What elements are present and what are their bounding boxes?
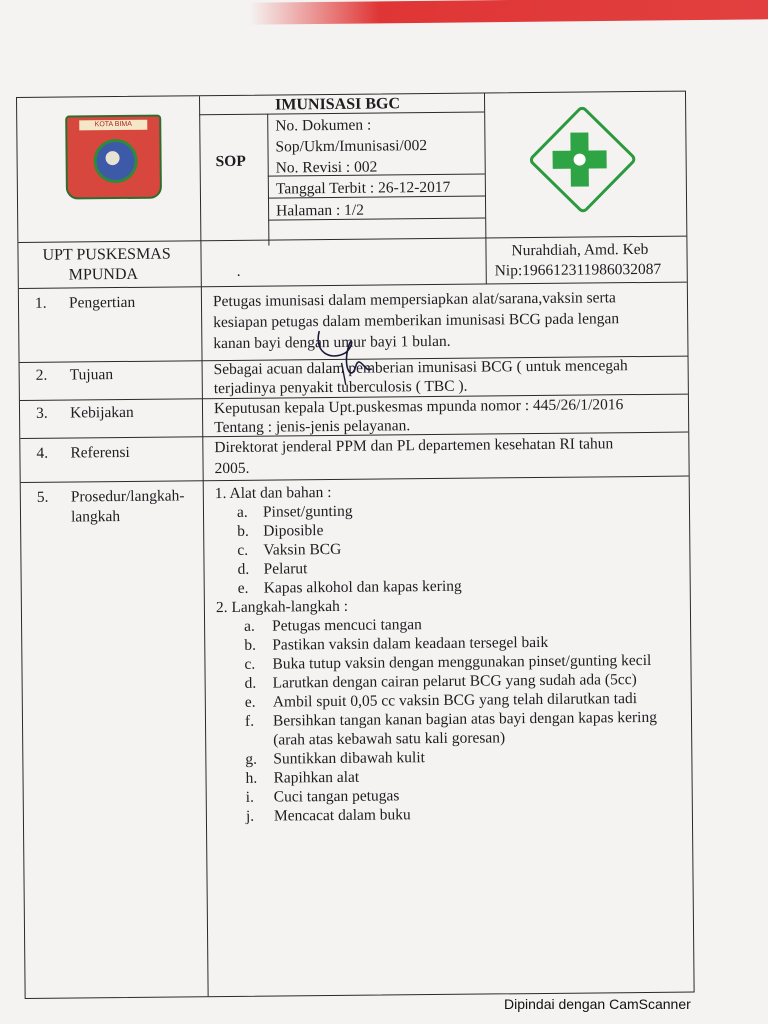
list-item-text: Buka tutup vaksin dengan menggunakan pinset/gunting kecil [272,651,652,673]
list-item-letter: e. [244,693,256,711]
list-item-letter: c. [244,655,256,673]
list-item-letter: f. [244,712,255,730]
camscanner-watermark: Dipindai dengan CamScanner [504,996,691,1012]
emblem-core [106,151,120,165]
sop-document [16,91,695,999]
list-item-letter: b. [244,636,256,654]
sop-label: SOP [215,152,246,171]
section-3-line: Tentang : jenis-jenis pelayanan. [214,417,411,437]
list-item [218,803,688,827]
list-item-text: Petugas mencuci tangan [272,616,422,635]
section-3-line: Keputusan kepala Upt.puskesmas mpunda nomor : 445/26/1/2016 [213,396,624,418]
list-item-letter: b. [237,522,249,540]
list-item-letter: a. [244,617,255,635]
section-5-number: 5. [36,488,49,506]
list-item-text: Ambil spuit 0,05 cc vaksin BCG yang telah dilarutkan tadi [272,690,638,711]
list-item-letter: h. [245,769,258,787]
list-item-text: Mencacat dalam buku [273,806,411,825]
divider [199,96,202,286]
list-item-letter: i. [245,788,255,806]
list-item-letter: d. [244,674,257,692]
section-1-line: Petugas imunisasi dalam mempersiapkan alat/sarana,vaksin serta [212,289,616,311]
halaman: Halaman : 1/2 [276,201,364,220]
section-2-number: 2. [35,366,48,384]
section-1-line: kesiapan petugas dalam memberikan imunisasi BCG pada lengan [213,310,620,332]
org-name-line1: UPT PUSKESMAS [42,245,171,264]
red-edge-stripe [250,0,768,25]
section-1-label: Pengertian [68,293,136,312]
section-5-label: Prosedur/langkah- [70,487,185,506]
list-item-text: Cuci tangan petugas [273,787,400,806]
section-4-line: 2005. [214,459,250,478]
document-title: IMUNISASI BGC [275,95,401,114]
section-2-line: terjadinya penyakit tuberculosis ( TBC ). [213,377,468,398]
section-4-line: Direktorat jenderal PPM dan PL departemen kesehatan RI tahun [214,435,614,457]
list-item-text: Diposible [263,522,324,540]
list-item-text: Kapas alkohol dan kapas kering [263,577,462,597]
signer-name: Nurahdiah, Amd. Keb [511,240,649,260]
list-item-text: Vaksin BCG [263,540,342,559]
no-revisi: No. Revisi : 002 [275,158,378,177]
list-item-text: (arah atas kebawah satu kali goresan) [273,729,506,749]
list-item-text: Suntikkan dibawah kulit [273,749,425,768]
signature-scribble [311,323,382,394]
section-4-number: 4. [36,444,49,462]
section-5-label-cont: langkah [70,508,121,526]
section-1-number: 1. [34,294,47,312]
divider [267,114,269,246]
langkah-title: 2. Langkah-langkah : [215,597,349,617]
list-item-text: Rapihkan alat [273,768,360,787]
eye-icon [574,154,586,166]
list-item-text: Pelarut [263,560,308,578]
list-item-text: Larutkan dengan cairan pelarut BCG yang sudah ada (5cc) [272,671,637,692]
list-item-letter: j. [245,807,255,825]
langkah-list [216,613,688,827]
procedure-list [215,480,688,826]
emblem-label: KOTA BIMA [79,120,147,131]
list-item-letter: e. [237,579,249,597]
list-item-letter: g. [245,750,258,768]
list-item-letter: d. [237,560,250,578]
no-dokumen-label: No. Dokumen : [275,116,372,135]
alat-title: 1. Alat dan bahan : [214,483,332,503]
placeholder-dot: . [236,262,241,280]
section-2-line: Sebagai acuan dalam pemberian imunisasi BCG ( untuk mencegah [213,357,628,379]
alat-list [215,499,686,599]
tanggal-terbit: Tanggal Terbit : 26-12-2017 [275,178,451,198]
signer-nip: Nip:196612311986032087 [494,260,662,280]
list-item-text: Pastikan vaksin dalam keadaan tersegel baik [272,633,549,654]
section-3-number: 3. [35,404,48,422]
kota-bima-emblem [65,115,162,200]
list-item-letter: c. [237,541,249,559]
section-3-label: Kebijakan [69,403,134,422]
divider [484,93,487,283]
list-item-letter: a. [236,503,248,521]
section-1-line: kanan bayi dengan umur bayi 1 bulan. [213,332,451,353]
list-item-text: Bersihkan tangan kanan bagian atas bayi dengan kapas kering [272,708,657,730]
list-item-text: Pinset/gunting [262,502,353,521]
divider [201,286,209,996]
section-4-label: Referensi [70,443,130,462]
org-name-line2: MPUNDA [68,265,139,284]
no-dokumen-value: Sop/Ukm/Imunisasi/002 [275,137,428,156]
section-2-label: Tujuan [69,366,114,384]
